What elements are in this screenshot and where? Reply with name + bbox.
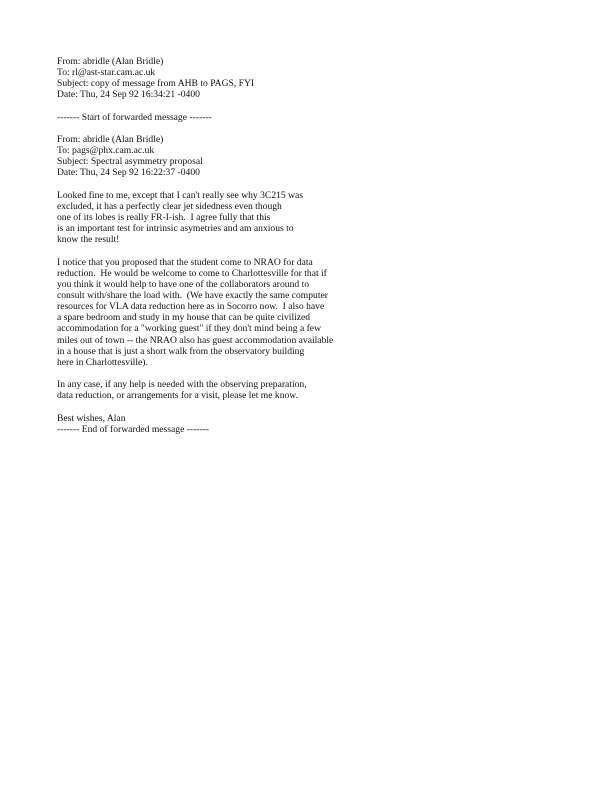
outer-subject-line: Subject: copy of message from AHB to PAGS, FYI <box>57 78 255 90</box>
outer-to-line: To: rl@ast-star.cam.ac.uk <box>57 67 156 79</box>
paragraph-3 <box>57 379 557 401</box>
outer-email-header <box>57 56 557 101</box>
paragraph-line: accommodation for a "working guest" if they don't mind being a few <box>57 323 321 335</box>
inner-date-line: Date: Thu, 24 Sep 92 16:22:37 -0400 <box>57 167 200 179</box>
paragraph-line: excluded, it has a perfectly clear jet sidedness even though <box>57 200 282 212</box>
paragraph-line: is an important test for intrinsic asymetries and am anxious to <box>57 223 294 235</box>
forward-start-line: ------- Start of forwarded message ------- <box>57 111 212 123</box>
paragraph-line: in a house that is just a short walk from the observatory building <box>57 345 305 357</box>
paragraph-line: Looked fine to me, except that I can't really see why 3C215 was <box>57 189 304 201</box>
closing-signature: Best wishes, Alan <box>57 412 126 424</box>
outer-date-line: Date: Thu, 24 Sep 92 16:34:21 -0400 <box>57 89 200 101</box>
outer-from-line: From: abridle (Alan Bridle) <box>57 56 164 67</box>
paragraph-line: know the result! <box>57 234 120 246</box>
closing-block <box>57 413 557 435</box>
paragraph-line: reduction. He would be welcome to come to Charlottesville for that if <box>57 267 327 279</box>
paragraph-2 <box>57 257 557 368</box>
paragraph-line: I notice that you proposed that the student come to NRAO for data <box>57 256 313 268</box>
paragraph-line: here in Charlottesville). <box>57 356 148 368</box>
paragraph-line: you think it would help to have one of the collaborators around to <box>57 278 310 290</box>
paragraph-line: In any case, if any help is needed with the observing preparation, <box>57 379 307 391</box>
paragraph-line: consult with/share the load with. (We have exactly the same computer <box>57 289 328 301</box>
paragraph-line: resources for VLA data reduction here as in Socorro now. I also have <box>57 301 325 313</box>
paragraph-1 <box>57 190 557 246</box>
inner-from-line: From: abridle (Alan Bridle) <box>57 133 164 145</box>
inner-subject-line: Subject: Spectral asymmetry proposal <box>57 156 203 168</box>
forward-start-marker <box>57 112 557 123</box>
paragraph-line: miles out of town -- the NRAO also has guest accommodation available <box>57 334 334 346</box>
inner-email-header <box>57 134 557 179</box>
paragraph-line: a spare bedroom and study in my house that can be quite civilized <box>57 312 311 324</box>
paragraph-line: data reduction, or arrangements for a visit, please let me know. <box>57 390 299 402</box>
paragraph-line: one of its lobes is really FR-I-ish. I agree fully that this <box>57 211 271 223</box>
forward-end-line: ------- End of forwarded message ------- <box>57 423 210 435</box>
inner-to-line: To: pags@phx.cam.ac.uk <box>57 145 155 157</box>
email-body <box>57 56 557 435</box>
